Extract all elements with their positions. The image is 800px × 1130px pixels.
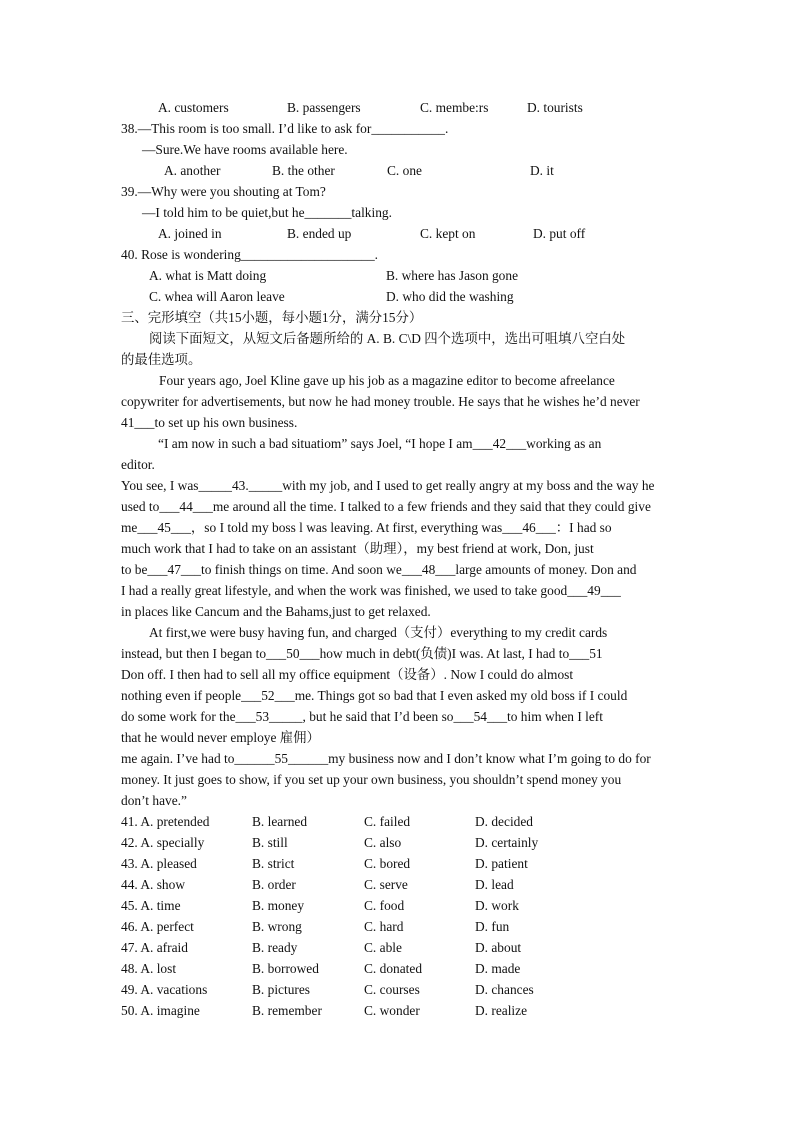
- q39-option-a: A. joined in: [158, 226, 222, 241]
- answer-option: 43. A. pleased: [121, 856, 197, 871]
- q38-reply: —Sure.We have rooms available here.: [142, 142, 348, 157]
- q39-reply: —I told him to be quiet,but he_______talking.: [142, 205, 392, 220]
- section-heading: 三、完形填空（共15小题，每小题1分，满分15分）: [121, 310, 423, 325]
- passage-line: me again. I’ve had to______55______my business now and I don’t know what I’m going to do for: [121, 751, 651, 766]
- answer-option: C. bored: [364, 856, 411, 871]
- passage-line: that he would never employe 雇佣）: [121, 730, 320, 745]
- answer-option: C. food: [364, 898, 405, 913]
- passage-line: Four years ago, Joel Kline gave up his job as a magazine editor to become afreelance: [159, 373, 615, 388]
- q39-option-c: C. kept on: [420, 226, 476, 241]
- q38-prompt: 38.—This room is too small. I’d like to ask for___________.: [121, 121, 449, 136]
- answer-option: C. also: [364, 835, 402, 850]
- q40-option-c: C. whea will Aaron leave: [149, 289, 285, 304]
- answer-option: 48. A. lost: [121, 961, 177, 976]
- passage-line: editor.: [121, 457, 155, 472]
- passage-line: do some work for the___53_____, but he said that I’d been so___54___to him when I left: [121, 709, 603, 724]
- answer-option: 41. A. pretended: [121, 814, 210, 829]
- blank-44: ___44___: [159, 499, 213, 514]
- passage-line: You see, I was_____43._____with my job, and I used to get really angry at my boss and the way he: [121, 478, 655, 493]
- answer-option: 49. A. vacations: [121, 982, 208, 997]
- blank-49: ___49___: [567, 583, 621, 598]
- answer-option: B. still: [252, 835, 288, 850]
- blank-43: _____43._____: [198, 478, 283, 493]
- answer-option: C. donated: [364, 961, 423, 976]
- passage-line: used to___44___me around all the time. I talked to a few friends and they said that they could give: [121, 499, 651, 514]
- passage-line: nothing even if people___52___me. Things got so bad that I even asked my old boss if I could: [121, 688, 628, 703]
- answer-option: D. certainly: [475, 835, 539, 850]
- answer-option: 50. A. imagine: [121, 1003, 200, 1018]
- passage-line: money. It just goes to show, if you set up your own business, you shouldn’t spend money you: [121, 772, 622, 787]
- blank-50: ___50___: [266, 646, 320, 661]
- q38-option-a: A. another: [164, 163, 221, 178]
- answer-option: C. able: [364, 940, 402, 955]
- answer-option: C. failed: [364, 814, 411, 829]
- blank-42: ___42___: [472, 436, 527, 451]
- blank-53: ___53_____: [235, 709, 303, 724]
- section-instructions: 阅读下面短文，从短文后备题所给的 A. B. C\D 四个选项中，选出可咀填八空白处: [149, 331, 626, 346]
- passage-line: don’t have.”: [121, 793, 187, 808]
- q37-option-b: B. passengers: [287, 100, 361, 115]
- answer-option: 47. A. afraid: [121, 940, 188, 955]
- passage-line: to be___47___to finish things on time. And soon we___48___large amounts of money. Don and: [121, 562, 637, 577]
- section-instructions-cont: 的最佳选项。: [121, 352, 202, 367]
- passage-line: “I am now in such a bad situatiom” says Joel, “I hope I am___42___working as an: [158, 436, 602, 451]
- answer-option: B. money: [252, 898, 305, 913]
- passage-line: much work that I had to take on an assistant（助理），my best friend at work, Don, just: [121, 541, 594, 556]
- q40-option-a: A. what is Matt doing: [149, 268, 267, 283]
- passage-line: I had a really great lifestyle, and when the work was finished, we used to take good___49___: [121, 583, 621, 598]
- q40-option-b: B. where has Jason gone: [386, 268, 519, 283]
- answer-option: D. patient: [475, 856, 528, 871]
- answer-option: B. order: [252, 877, 296, 892]
- passage-line: Don off. I then had to sell all my office equipment（设备）. Now I could do almost: [121, 667, 574, 682]
- blank-51: ___51: [569, 646, 603, 661]
- passage-line: in places like Cancum and the Bahams,just to get relaxed.: [121, 604, 431, 619]
- q38-option-d: D. it: [530, 163, 554, 178]
- passage-line: 41___to set up his own business.: [121, 415, 298, 430]
- q38-option-c: C. one: [387, 163, 422, 178]
- passage-line: copywriter for advertisements, but now he had money trouble. He says that he wishes he’d never: [121, 394, 640, 409]
- answer-option: 44. A. show: [121, 877, 185, 892]
- passage-line: instead, but then I began to___50___how much in debt(负债)I was. At last, I had to___51: [121, 646, 603, 661]
- answer-option: B. wrong: [252, 919, 302, 934]
- blank-46: ___46___: [502, 520, 556, 535]
- passage-line: me___45___，so I told my boss l was leaving. At first, everything was___46___：I had so: [121, 520, 612, 535]
- answer-option: D. chances: [475, 982, 534, 997]
- answer-option: C. wonder: [364, 1003, 420, 1018]
- blank-41: 41___: [121, 415, 155, 430]
- q37-option-d: D. tourists: [527, 100, 583, 115]
- answer-option: 42. A. specially: [121, 835, 205, 850]
- passage-line: At first,we were busy having fun, and charged（支付）everything to my credit cards: [149, 625, 608, 640]
- q37-option-a: A. customers: [158, 100, 229, 115]
- q37-option-c: C. membe:rs: [420, 100, 489, 115]
- answer-option: D. fun: [475, 919, 510, 934]
- q40-option-d: D. who did the washing: [386, 289, 514, 304]
- blank-45: ___45___: [137, 520, 191, 535]
- q39-option-d: D. put off: [533, 226, 586, 241]
- q40-prompt: 40. Rose is wondering____________________.: [121, 247, 379, 262]
- blank-48: ___48___: [401, 562, 456, 577]
- answer-option: B. strict: [252, 856, 295, 871]
- blank-47: ___47___: [147, 562, 201, 577]
- answer-option: 45. A. time: [121, 898, 181, 913]
- answer-option: B. pictures: [252, 982, 311, 997]
- q38-option-b: B. the other: [272, 163, 335, 178]
- answer-option: C. courses: [364, 982, 420, 997]
- answer-option: 46. A. perfect: [121, 919, 194, 934]
- answer-option: D. realize: [475, 1003, 528, 1018]
- q39-prompt: 39.—Why were you shouting at Tom?: [121, 184, 326, 199]
- answer-option: C. serve: [364, 877, 408, 892]
- q39-option-b: B. ended up: [287, 226, 352, 241]
- answer-option: D. made: [475, 961, 521, 976]
- answer-option: B. remember: [252, 1003, 322, 1018]
- answer-option: B. ready: [252, 940, 298, 955]
- answer-option: D. decided: [475, 814, 534, 829]
- blank-52: ___52___: [241, 688, 295, 703]
- blank-55: ______55______: [234, 751, 329, 766]
- answer-option: D. lead: [475, 877, 514, 892]
- answer-option: B. borrowed: [252, 961, 319, 976]
- answer-option: B. learned: [252, 814, 308, 829]
- blank-54: ___54___: [453, 709, 508, 724]
- answer-option: D. about: [475, 940, 522, 955]
- answer-option: D. work: [475, 898, 519, 913]
- answer-option: C. hard: [364, 919, 404, 934]
